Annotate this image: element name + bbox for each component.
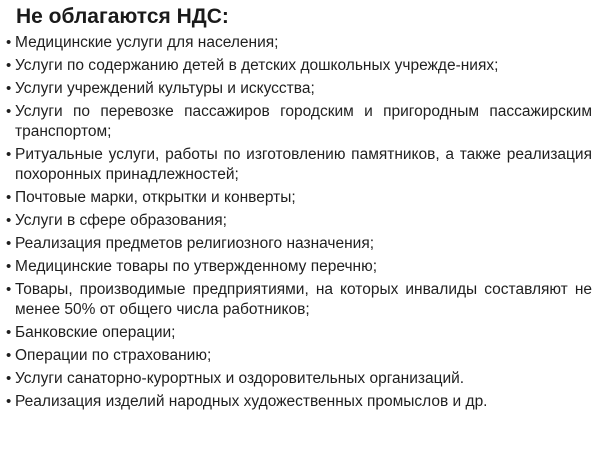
- list-item-text: Услуги по содержанию детей в детских дошкольных учрежде-ниях;: [15, 57, 499, 74]
- bullet-icon: •: [6, 34, 12, 51]
- bullet-icon: •: [6, 347, 12, 364]
- page-title: Не облагаются НДС:: [16, 5, 229, 28]
- list-item: [6, 211, 592, 231]
- bullet-icon: •: [6, 324, 12, 341]
- list-item-text: Услуги по перевозке пассажиров городским и пригородным пассажирским транспортом;: [15, 103, 592, 140]
- list-item: [6, 56, 592, 76]
- bullet-icon: •: [6, 80, 12, 97]
- list-item: [6, 369, 592, 389]
- list-item-text: Услуги санаторно-курортных и оздоровительных организаций.: [15, 370, 465, 387]
- list-item: [6, 323, 592, 343]
- list-item: [6, 234, 592, 254]
- bullet-icon: •: [6, 281, 12, 298]
- exemption-list: [6, 33, 592, 412]
- list-item: [6, 102, 592, 142]
- list-item: [6, 346, 592, 366]
- bullet-icon: •: [6, 212, 12, 229]
- list-item: [6, 145, 592, 185]
- list-item: [6, 257, 592, 277]
- list-item-text: Реализация предметов религиозного назначения;: [15, 235, 375, 252]
- bullet-icon: •: [6, 393, 12, 410]
- bullet-icon: •: [6, 57, 12, 74]
- list-item: [6, 280, 592, 320]
- list-item-text: Операции по страхованию;: [15, 347, 212, 364]
- list-item: [6, 188, 592, 208]
- bullet-icon: •: [6, 235, 12, 252]
- list-item-text: Почтовые марки, открытки и конверты;: [15, 189, 296, 206]
- list-item: [6, 392, 592, 412]
- list-item-text: Банковские операции;: [15, 324, 176, 341]
- list-item-text: Медицинские услуги для населения;: [15, 34, 279, 51]
- bullet-icon: •: [6, 189, 12, 206]
- list-item: [6, 33, 592, 53]
- bullet-icon: •: [6, 146, 12, 163]
- bullet-icon: •: [6, 103, 12, 120]
- list-item-text: Медицинские товары по утвержденному перечню;: [15, 258, 378, 275]
- list-item-text: Ритуальные услуги, работы по изготовлению памятников, а также реализация похоронных принадлежностей;: [15, 146, 592, 183]
- bullet-icon: •: [6, 370, 12, 387]
- list-item-text: Услуги учреждений культуры и искусства;: [15, 80, 315, 97]
- list-item-text: Реализация изделий народных художественных промыслов и др.: [15, 393, 488, 410]
- list-item-text: Услуги в сфере образования;: [15, 212, 227, 229]
- bullet-icon: •: [6, 258, 12, 275]
- list-item: [6, 79, 592, 99]
- list-item-text: Товары, производимые предприятиями, на которых инвалиды составляют не менее 50% от общего числа работников;: [15, 281, 592, 318]
